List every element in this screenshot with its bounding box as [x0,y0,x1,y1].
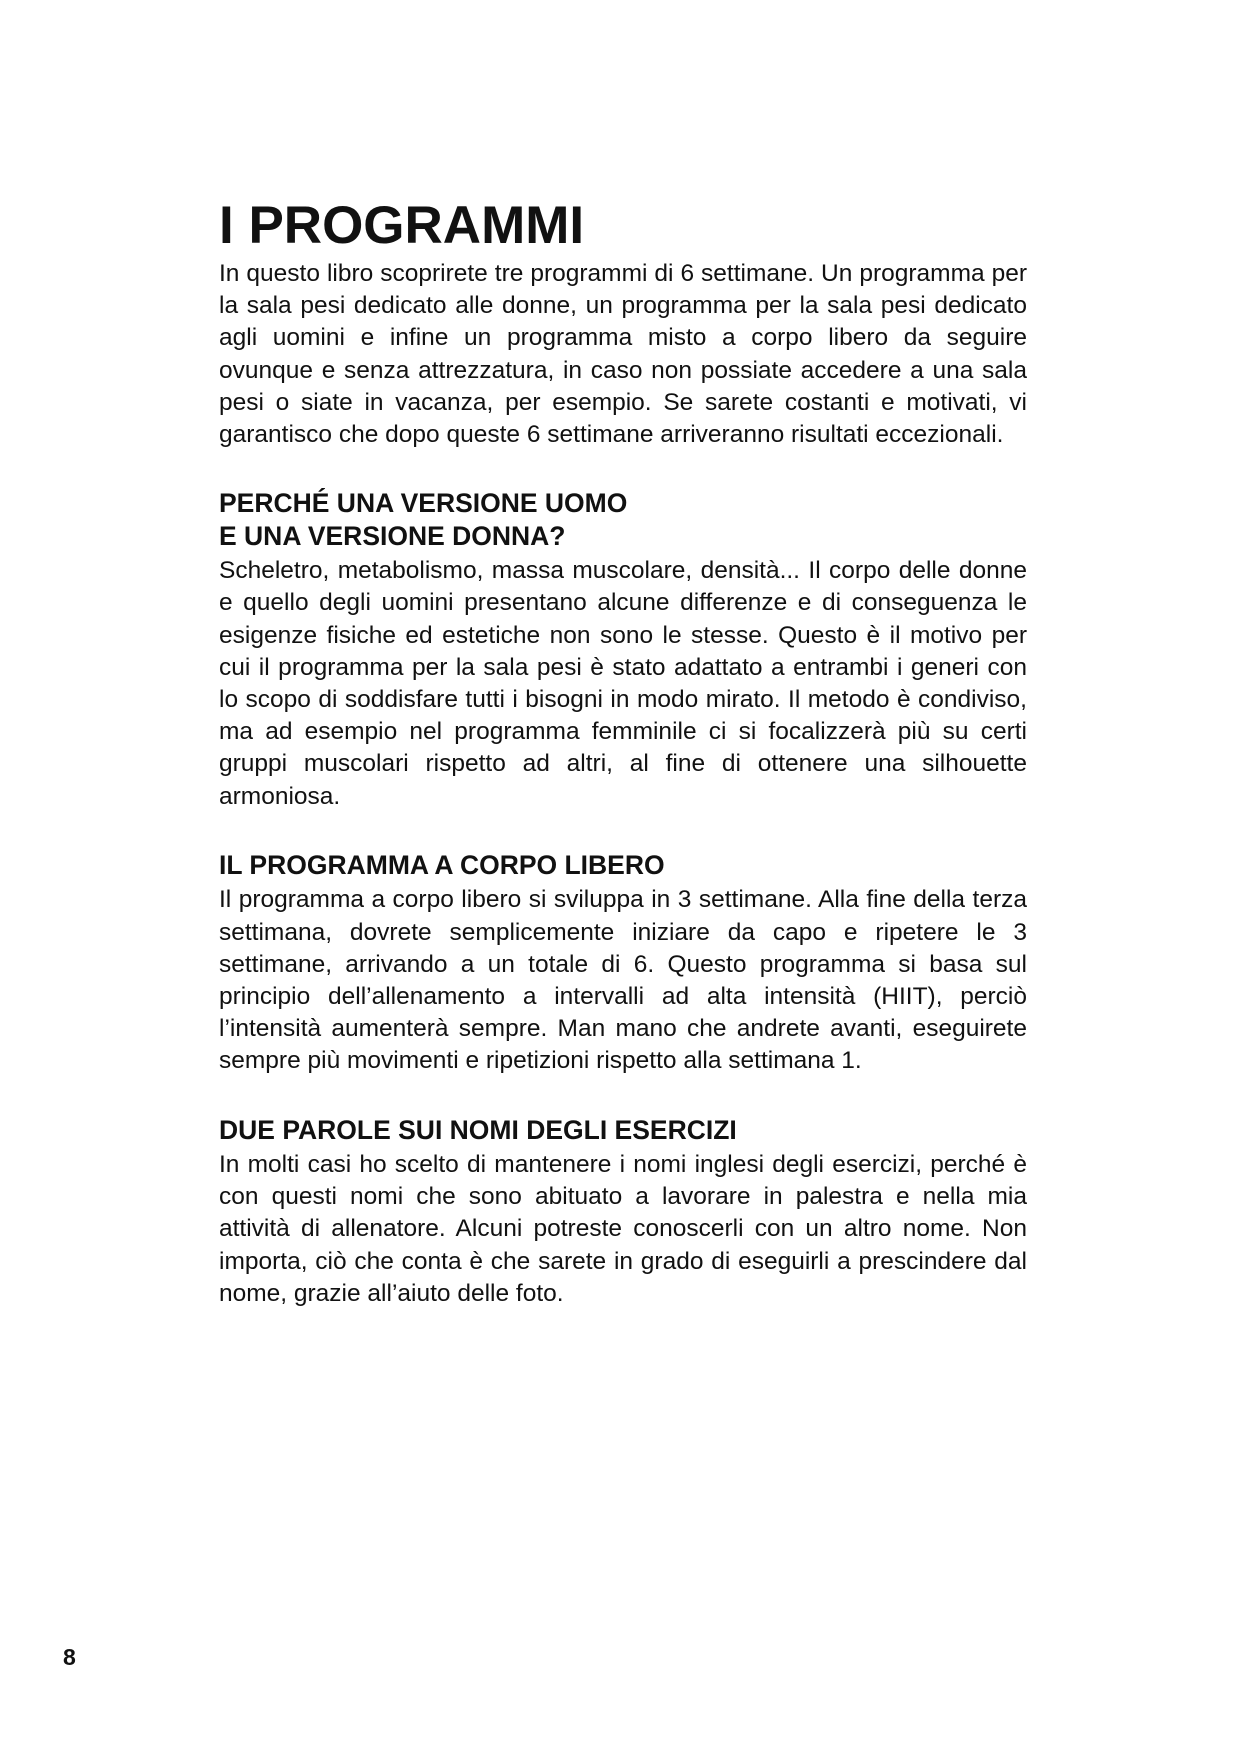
section-heading: PERCHÉ UNA VERSIONE UOMO E UNA VERSIONE DONNA? [219,488,628,551]
section-heading: IL PROGRAMMA A CORPO LIBERO [219,849,665,880]
section-body: In molti casi ho scelto di mantenere i nomi inglesi degli esercizi, perché è con questi nomi che sono abituato a lavorare in palestra e nella mia attività di allenatore. Alcuni potreste conoscerli con un altro nome. Non importa, ciò che conta è che sarete in grado di eseguirli a prescindere dal nome, grazie all’aiuto delle foto. [219,1151,1027,1307]
page-content [219,196,1027,1310]
page-number: 8 [63,1644,76,1670]
section-men-women-versions [219,487,1027,813]
page-title: I PROGRAMMI [219,196,585,255]
section-body: Il programma a corpo libero si sviluppa in 3 settimane. Alla fine della terza settimana, dovrete semplicemente iniziare da capo e ripetere le 3 settimane, arrivando a un totale di 6. Questo programma si basa sul principio dell’allenamento a intervalli ad alta intensità (HIIT), perciò l’intensità aumenterà sempre. Man mano che andrete avanti, eseguirete sempre più movimenti e ripetizioni rispetto alla settimana 1. [219,886,1027,1075]
intro-paragraph: In questo libro scoprirete tre programmi di 6 settimane. Un programma per la sala pesi dedicato alle donne, un programma per la sala pesi dedicato agli uomini e infine un programma misto a corpo libero da seguire ovunque e senza attrezzatura, in caso non possiate accedere a una sala pesi o siate in vacanza, per esempio. Se sarete costanti e motivati, vi garantisco che dopo queste 6 settimane arriveranno risultati eccezionali. [219,260,1027,449]
section-exercise-names [219,1114,1027,1311]
section-body: Scheletro, metabolismo, massa muscolare, densità... Il corpo delle donne e quello degli uomini presentano alcune differenze e di conseguenza le esigenze fisiche ed estetiche non sono le stesse. Questo è il motivo per cui il programma per la sala pesi è stato adattato a entrambi i generi con lo scopo di soddisfare tutti i bisogni in modo mirato. Il metodo è condiviso, ma ad esempio nel programma femminile ci si focalizzerà più su certi gruppi muscolari rispetto ad altri, al fine di ottenere una silhouette armoniosa. [219,557,1027,810]
section-bodyweight-program [219,849,1027,1078]
section-heading: DUE PAROLE SUI NOMI DEGLI ESERCIZI [219,1114,737,1145]
